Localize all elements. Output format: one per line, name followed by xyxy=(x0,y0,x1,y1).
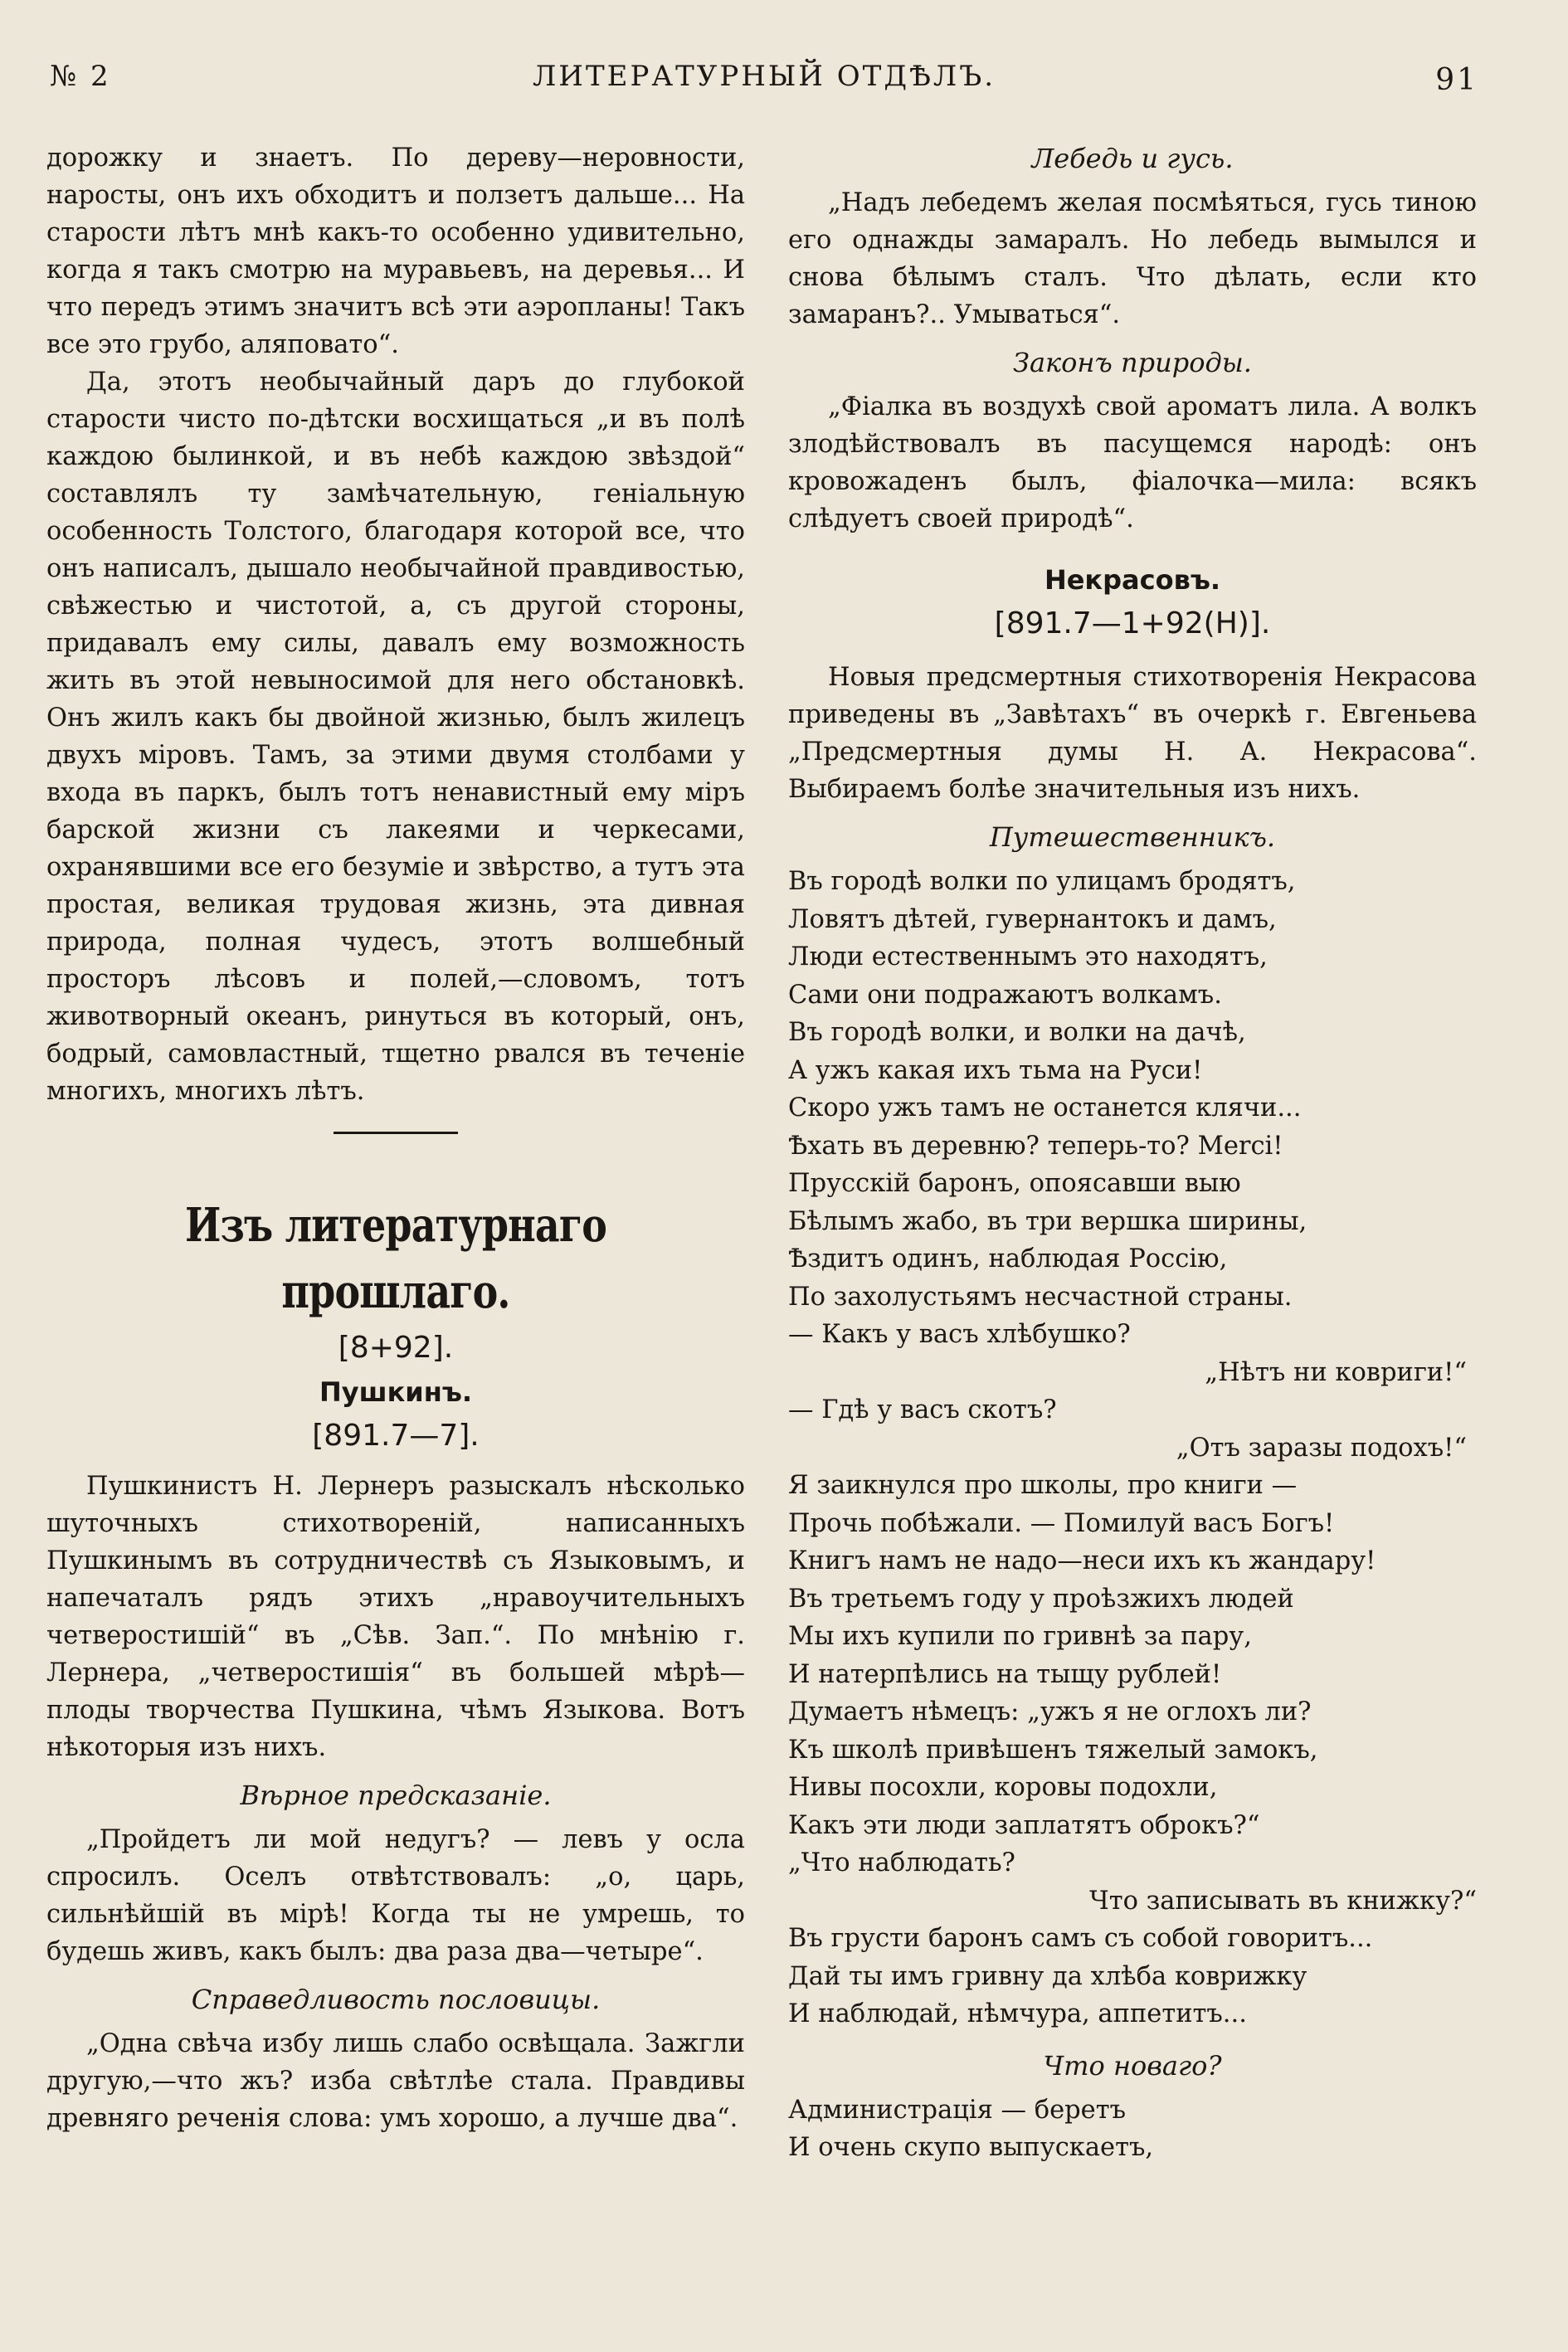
poem-line: Люди естественнымъ это находятъ, xyxy=(788,942,1268,971)
classification-code: [891.7—1+92(Н)]. xyxy=(994,606,1271,640)
poem-line: — Гдѣ у васъ скотъ? xyxy=(788,1395,1057,1424)
article-title: Изъ литературнаго прошлаго. xyxy=(184,1198,607,1319)
section-title: ЛИТЕРАТУРНЫЙ ОТДѢЛЪ. xyxy=(532,60,996,93)
poem-line: „Нѣтъ ни ковриги!“ xyxy=(1205,1357,1467,1387)
poem-line: Мы ихъ купили по гривнѣ за пару, xyxy=(788,1622,1252,1651)
poem-line: Прусскій баронъ, опоясавши выю xyxy=(788,1169,1241,1198)
author-heading: Пушкинъ. xyxy=(319,1376,473,1408)
poem-line: Сами они подражаютъ волкамъ. xyxy=(788,980,1222,1010)
poem-line: Думаетъ нѣмецъ: „ужъ я не оглохъ ли? xyxy=(788,1697,1312,1726)
poem-title: Что новаго? xyxy=(1043,2049,1222,2082)
poem-line: Въ городѣ волки по улицамъ бродятъ, xyxy=(788,867,1296,896)
poem-line: Въ третьемъ году у проѣзжихъ людей xyxy=(788,1584,1294,1614)
poem-line: Скоро ужъ тамъ не останется клячи... xyxy=(788,1093,1302,1122)
paragraph: Новыя предсмертныя стихотворенія Некрасова приведены въ „Завѣтахъ“ въ очеркѣ г. Евгеньева „Предсмертныя думы Н. А. Некрасова“. Выбираемъ болѣе значительныя изъ нихъ. xyxy=(788,663,1477,804)
poem-line: „Отъ заразы подохъ!“ xyxy=(1176,1433,1467,1463)
poem-line: Въ городѣ волки, и волки на дачѣ, xyxy=(788,1018,1246,1047)
poem-line: Въ грусти баронъ самъ съ собой говоритъ... xyxy=(788,1924,1373,1953)
poem-title: Справедливость пословицы. xyxy=(191,1984,601,2015)
paragraph: Пушкинистъ Н. Лернеръ разыскалъ нѣсколько шуточныхъ стихотвореній, написанныхъ Пушкинымъ въ сотрудничествѣ съ Языковымъ, и напечаталъ рядъ этихъ „нравоучительныхъ четверостишій“ въ „Сѣв. Зап.“. По мнѣнію г. Лернера, „четверостишія“ въ большей мѣрѣ—плоды творчества Пушкина, чѣмъ Языкова. Вотъ нѣкоторыя изъ нихъ. xyxy=(46,1472,745,1762)
poem-line: И натерпѣлись на тыщу рублей! xyxy=(788,1659,1222,1689)
author-heading: Некрасовъ. xyxy=(1044,564,1221,596)
poem-line: Прочь побѣжали. — Помилуй васъ Богъ! xyxy=(788,1508,1335,1538)
issue-number: № 2 xyxy=(50,60,111,93)
page-header xyxy=(50,51,1478,110)
paragraph: Да, этотъ необычайный даръ до глубокой старости чисто по-дѣтски восхищаться „и въ полѣ каждою былинкой, и въ небѣ каждою звѣздой“ составлялъ ту замѣчательную, геніальную особенность Толстого, благодаря которой все, что онъ написалъ, дышало необычайной правдивостью, свѣжестью и чистотой, а, съ другой стороны, придавалъ ему силы, давалъ ему возможность жить въ этой невыносимой для него обстановкѣ. Онъ жилъ какъ бы двойной жизнью, былъ жилецъ двухъ міровъ. Тамъ, за этими двумя столбами у входа въ паркъ, былъ тотъ ненавистный ему міръ барской жизни съ лакеями и черкесами, охранявшими все его безуміе и звѣрство, а тутъ эта простая, великая трудовая жизнь, эта дивная природа, полная чудесъ, этотъ волшебный просторъ лѣсовъ и полей,—словомъ, тотъ животворный океанъ, ринуться въ который, онъ, бодрый, самовластный, тщетно рвался въ теченіе многихъ, многихъ лѣтъ. xyxy=(46,368,745,1106)
right-column xyxy=(788,139,1477,2167)
poem-line: Книгъ намъ не надо—неси ихъ къ жандару! xyxy=(788,1546,1376,1575)
divider xyxy=(334,1132,458,1134)
poem-title: Лебедь и гусь. xyxy=(1031,143,1234,174)
poem-line: Что записывать въ книжку?“ xyxy=(1089,1886,1477,1916)
paragraph: дорожку и знаетъ. По дереву—неровности, наросты, онъ ихъ обходитъ и ползетъ дальше... На старости лѣтъ мнѣ какъ-то особенно удивительно, когда я такъ смотрю на муравьевъ, на деревья... И что передъ этимъ значитъ всѣ эти аэропланы! Такъ все это грубо, аляповато“. xyxy=(46,144,745,359)
paragraph: „Пройдетъ ли мой недугъ? — левъ у осла спросилъ. Оселъ отвѣтствовалъ: „о, царь, сильнѣйшій въ мірѣ! Когда ты не умрешь, то будешь живъ, какъ былъ: два раза два—четыре“. xyxy=(46,1825,745,1966)
poem-title: Законъ природы. xyxy=(1013,347,1252,378)
poem-line: Бѣлымъ жабо, въ три вершка ширины, xyxy=(788,1206,1307,1236)
paragraph: „Одна свѣча избу лишь слабо освѣщала. Зажгли другую,—что жъ? изба свѣтлѣе стала. Правдивы древняго реченія слова: умъ хорошо, а лучше два“. xyxy=(46,2029,745,2133)
poem-line: Ѣздитъ одинъ, наблюдая Россію, xyxy=(788,1244,1228,1273)
classification-code: [8+92]. xyxy=(338,1331,454,1365)
poem-line: „Что наблюдать? xyxy=(788,1848,1015,1877)
poem-line: — Какъ у васъ хлѣбушко? xyxy=(788,1320,1131,1349)
poem-title: Вѣрное предсказаніе. xyxy=(240,1780,552,1811)
poem-line: Къ школѣ привѣшенъ тяжелый замокъ, xyxy=(788,1735,1318,1765)
poem-title: Путешественникъ. xyxy=(989,821,1276,853)
poem-line: Ѣхать въ деревню? теперь-то? Mercі! xyxy=(788,1131,1283,1161)
paragraph: „Фіалка въ воздухѣ свой ароматъ лила. А волкъ злодѣйствовалъ въ пасущемся народѣ: онъ кровожаденъ былъ, фіалочка—мила: всякъ слѣдуетъ своей природѣ“. xyxy=(788,392,1477,533)
poem-line: А ужъ какая ихъ тьма на Руси! xyxy=(788,1055,1203,1085)
page-number: 91 xyxy=(1435,63,1478,97)
left-column xyxy=(46,139,745,2137)
poem-line: Администрація — беретъ xyxy=(788,2095,1127,2125)
poem-line: И наблюдай, нѣмчура, аппетитъ... xyxy=(788,1999,1247,2028)
poem-line: Я заикнулся про школы, про книги — xyxy=(788,1471,1298,1500)
paragraph: „Надъ лебедемъ желая посмѣяться, гусь тиною его однажды замаралъ. Но лебедь вымылся и снова бѣлымъ сталъ. Что дѣлать, если кто замаранъ?.. Умываться“. xyxy=(788,188,1477,329)
poem-line: Нивы посохли, коровы подохли, xyxy=(788,1773,1218,1802)
poem-line: Ловятъ дѣтей, гувернантокъ и дамъ, xyxy=(788,904,1277,934)
poem-line: Дай ты имъ гривну да хлѣба коврижку xyxy=(788,1961,1307,1991)
poem-line: По захолустьямъ несчастной страны. xyxy=(788,1282,1293,1312)
poem-line: И очень скупо выпускаетъ, xyxy=(788,2133,1154,2162)
poem-line: Какъ эти люди заплатятъ оброкъ?“ xyxy=(788,1810,1260,1840)
poem xyxy=(788,2091,1477,2167)
classification-code: [891.7—7]. xyxy=(312,1419,480,1453)
poem xyxy=(788,863,1477,2033)
